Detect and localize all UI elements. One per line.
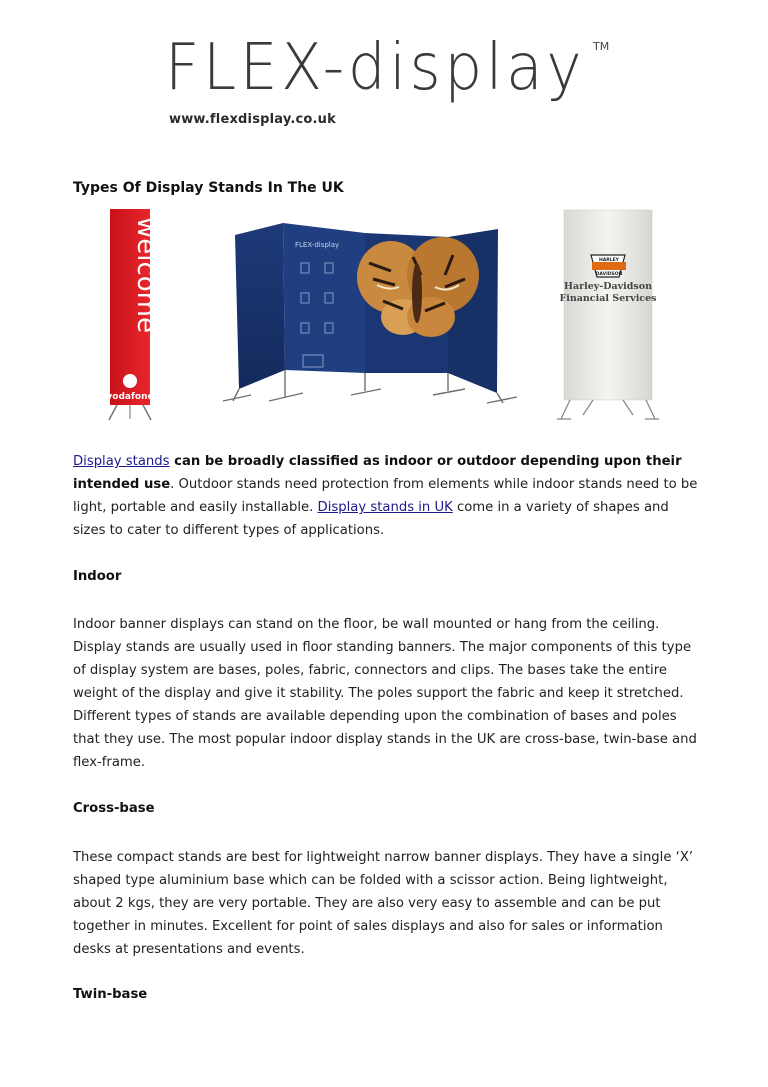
- intro-text-2: come in a variety of shapes and sizes to cater to different types of applications.: [73, 500, 669, 538]
- cross-base-heading: Cross-base: [73, 801, 155, 816]
- harley-banner-line1: Harley-Davidson: [563, 281, 653, 292]
- intro-bold-text: can be broadly classified as indoor or outdoor depending upon their intended use: [73, 454, 682, 492]
- flex-display-stand: [223, 223, 517, 403]
- logo: [165, 32, 615, 132]
- intro-paragraph: [73, 450, 698, 542]
- display-stands-illustration: [73, 205, 695, 430]
- logo-brand: FLEX-display: [165, 31, 586, 105]
- indoor-heading: Indoor: [73, 569, 122, 584]
- vodafone-banner-brand: vodafone: [106, 392, 154, 402]
- vodafone-banner-welcome: welcome: [131, 217, 161, 334]
- indoor-paragraph: Indoor banner displays can stand on the floor, be wall mounted or hang from the ceiling. Display stands are usually used in floor standing banners. The major components of this type of display system are bases, poles, fabric, connectors and clips. The bases take the entire weight of the display and give it stability. The poles support the fabric and keep it stretched. Different types of stands are available depending upon the combination of bases and poles that they use. The most popular indoor display stands in the UK are cross-base, twin-base and flex-frame.: [73, 617, 697, 770]
- harley-davidson-banner: [557, 210, 659, 419]
- svg-text:DAVIDSON: DAVIDSON: [595, 272, 623, 277]
- intro-text-1: . Outdoor stands need protection from elements while indoor stands need to be light, portable and easily installable.: [73, 477, 698, 515]
- vodafone-logo-icon: [123, 374, 137, 388]
- display-stands-link[interactable]: Display stands: [73, 454, 170, 469]
- vodafone-banner: [106, 209, 161, 420]
- page-title: Types Of Display Stands In The UK: [73, 180, 344, 196]
- twin-base-heading: Twin-base: [73, 987, 148, 1002]
- logo-trademark: TM: [593, 40, 610, 53]
- flex-stand-brand: FLEX-display: [295, 241, 340, 249]
- svg-text:HARLEY: HARLEY: [599, 258, 619, 263]
- logo-url: www.flexdisplay.co.uk: [169, 112, 336, 127]
- cross-base-paragraph: These compact stands are best for lightweight narrow banner displays. They have a single ‘X’ shaped type aluminium base which can be folded with a scissor action. Being lightweight, about 2 kgs, they are very portable. They are also very easy to assemble and can be put together in minutes. Excellent for point of sales displays and also for sales or information desks at presentations and events.: [73, 850, 694, 957]
- display-stands-uk-link[interactable]: Display stands in UK: [317, 500, 453, 515]
- harley-davidson-logo: [591, 255, 626, 277]
- harley-banner-line2: Financial Services: [559, 293, 657, 304]
